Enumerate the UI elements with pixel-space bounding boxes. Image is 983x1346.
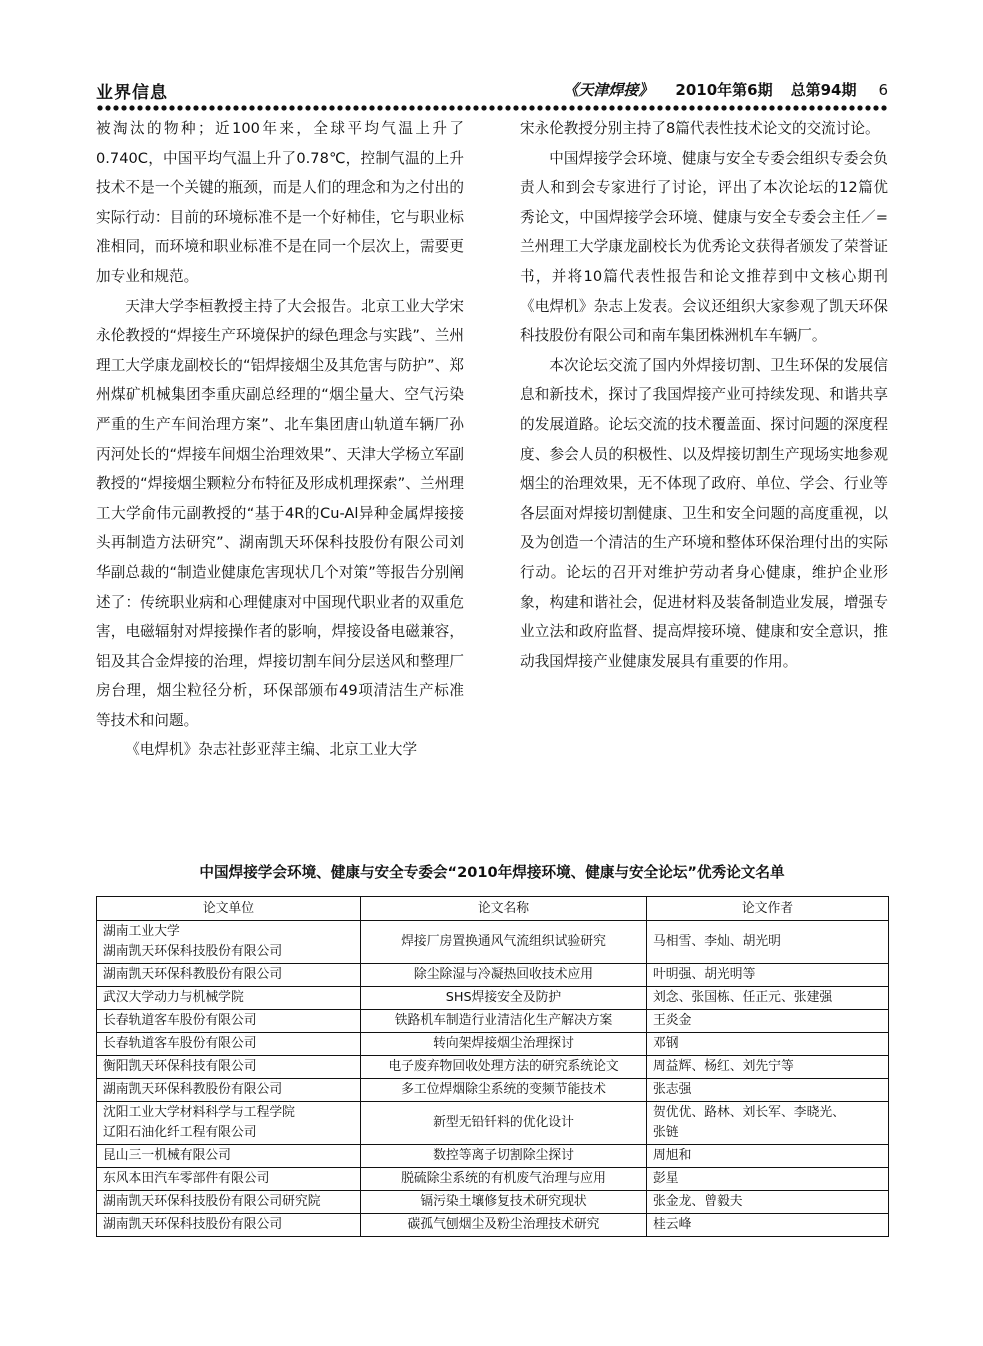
table-row — [97, 1010, 889, 1033]
table-row — [97, 987, 889, 1010]
header-authors: 论文作者 — [647, 897, 889, 921]
cell-unit-line: 长春轨道客车股份有限公司 — [103, 1013, 257, 1028]
cell-unit — [97, 1010, 361, 1033]
table-header-row — [97, 897, 889, 921]
cell-authors-line: 王炎金 — [653, 1013, 692, 1028]
cell-unit — [97, 1191, 361, 1214]
cell-unit — [97, 987, 361, 1010]
cell-authors-line: 彭星 — [653, 1171, 679, 1186]
header-unit: 论文单位 — [97, 897, 361, 921]
cell-unit — [97, 1033, 361, 1056]
cell-authors-line: 周益辉、杨红、刘先宁等 — [653, 1059, 794, 1074]
cell-authors-line: 张志强 — [653, 1082, 692, 1097]
table-body — [97, 921, 889, 1237]
cell-authors-line: 邓钢 — [653, 1036, 679, 1051]
cell-authors — [647, 1191, 889, 1214]
journal-name: 《天津焊接》 — [563, 81, 654, 99]
cell-title: 数控等离子切割除尘探讨 — [361, 1145, 647, 1168]
cell-unit — [97, 1168, 361, 1191]
table-row — [97, 1214, 889, 1237]
table-row — [97, 1145, 889, 1168]
table-row — [97, 1102, 889, 1145]
cell-unit — [97, 1056, 361, 1079]
table-row — [97, 964, 889, 987]
page-number: 6 — [878, 81, 888, 99]
paragraph: 本次论坛交流了国内外焊接切割、卫生环保的发展信息和新技术，探讨了我国焊接产业可持续发现、和谐共享的发展道路。论坛交流的技术覆盖面、探讨问题的深度程度、参会人员的积极性、以及焊接切割生产现场实地参观烟尘的治理效果，无不体现了政府、单位、学会、行业等各层面对焊接切割健康、卫生和安全问题的高度重视，以及为创造一个清洁的生产环境和整体环保治理付出的实际行动。论坛的召开对维护劳动者身心健康，维护企业形象，构建和谐社会，促进材料及装备制造业发展，增强专业立法和政府监督、提高焊接环境、健康和安全意识，推动我国焊接产业健康发展具有重要的作用。 — [520, 356, 888, 670]
cell-authors-line: 贺优优、路林、刘长军、李晓光、 — [653, 1105, 845, 1120]
cell-unit — [97, 1145, 361, 1168]
cell-unit-line: 沈阳工业大学材料科学与工程学院 — [103, 1105, 295, 1120]
cell-title: 新型无铅钎料的优化设计 — [361, 1102, 647, 1145]
cell-title: 碳孤气刨烟尘及粉尘治理技术研究 — [361, 1214, 647, 1237]
table-row — [97, 1056, 889, 1079]
cell-authors-line: 叶明强、胡光明等 — [653, 967, 756, 982]
table-title: 中国焊接学会环境、健康与安全专委会“2010年焊接环境、健康与安全论坛”优秀论文名单 — [199, 864, 785, 881]
cell-unit — [97, 1102, 361, 1145]
cell-title: 脱硫除尘系统的有机废气治理与应用 — [361, 1168, 647, 1191]
cell-authors-line: 张金龙、曾毅夫 — [653, 1194, 743, 1209]
paragraph: 天津大学李桓教授主持了大会报告。北京工业大学宋永伦教授的“焊接生产环境保护的绿色理念与实践”、兰州理工大学康龙副校长的“铝焊接烟尘及其危害与防护”、郑州煤矿机械集团李重庆副总经理的“烟尘量大、空气污染严重的生产车间治理方案”、北车集团唐山轨道车辆厂孙丙河处长的“焊接车间烟尘治理效果”、天津大学杨立军副教授的“焊接烟尘颗粒分布特征及形成机理探索”、兰州理工大学俞伟元副教授的“基于4R的Cu-Al异种金属焊接接头再制造方法研究”、湖南凯天环保科技股份有限公司刘华副总裁的“制造业健康危害现状几个对策”等报告分别阐述了：传统职业病和心理健康对中国现代职业者的双重危害，电磁辐射对焊接操作者的影响，焊接设备电磁兼容，铝及其合金焊接的治理，焊接切割车间分层送风和整理厂房台理，烟尘粒径分析，环保部颁布49项清洁生产标准等技术和问题。 — [96, 297, 464, 729]
paragraph: 被淘汰的物种；近100年来，全球平均气温上升了0.740C，中国平均气温上升了0.78℃，控制气温的上升技术不是一个关键的瓶颈，而是人们的理念和为之付出的实际行动：目前的环境标准不是一个好柿佳，它与职业标准相同，而环境和职业标准不是在同一个层次上，需要更加专业和规范。 — [96, 120, 464, 285]
cell-unit-line: 武汉大学动力与机械学院 — [103, 990, 244, 1005]
award-papers-table — [96, 896, 889, 1237]
cell-authors — [647, 1079, 889, 1102]
table-row — [97, 921, 889, 964]
cell-authors — [647, 1102, 889, 1145]
cell-unit — [97, 964, 361, 987]
cell-authors — [647, 1145, 889, 1168]
right-column — [520, 114, 888, 676]
cell-unit-line: 湖南工业大学 — [103, 924, 180, 939]
journal-info — [563, 79, 888, 100]
cell-title: 焊接厂房置换通风气流组织试验研究 — [361, 921, 647, 964]
dotted-divider — [96, 104, 888, 112]
table-row — [97, 1191, 889, 1214]
cell-title: 镉污染土壤修复技术研究现状 — [361, 1191, 647, 1214]
cell-unit — [97, 1214, 361, 1237]
cell-title: 转向架焊接烟尘治理探讨 — [361, 1033, 647, 1056]
cell-authors — [647, 964, 889, 987]
paragraph: 宋永伦教授分别主持了8篇代表性技术论文的交流讨论。 — [520, 120, 880, 137]
issue-number: 2010年第6期 — [675, 81, 773, 99]
cell-unit-line: 湖南凯天环保科教股份有限公司 — [103, 967, 283, 982]
paragraph: 《电焊机》杂志社彭亚萍主编、北京工业大学 — [125, 741, 418, 759]
cell-unit-line: 湖南凯天环保科技股份有限公司研究院 — [103, 1194, 321, 1209]
cell-authors-line: 张链 — [653, 1125, 679, 1140]
cell-authors-line: 刘念、张国栋、任正元、张建强 — [653, 990, 833, 1005]
cell-title: 电子废弃物回收处理方法的研究系统论文 — [361, 1056, 647, 1079]
cell-authors — [647, 1033, 889, 1056]
cell-authors-line: 桂云峰 — [653, 1217, 692, 1232]
cell-authors — [647, 1214, 889, 1237]
cell-unit-line: 辽阳石油化纤工程有限公司 — [103, 1125, 257, 1140]
cell-authors — [647, 921, 889, 964]
section-name: 业界信息 — [96, 83, 168, 103]
cell-authors-line: 马相雪、李灿、胡光明 — [653, 934, 781, 949]
page-header — [96, 78, 888, 104]
cell-unit — [97, 1079, 361, 1102]
cell-authors — [647, 1168, 889, 1191]
cell-unit-line: 昆山三一机械有限公司 — [103, 1148, 231, 1163]
paragraph: 中国焊接学会环境、健康与安全专委会组织专委会负责人和到会专家进行了讨论，评出了本次论坛的12篇优秀论文，中国焊接学会环境、健康与安全专委会主任／=兰州理工大学康龙副校长为优秀论文获得者颁发了荣誉证书，并将10篇代表性报告和论文推荐到中文核心期刊《电焊机》杂志上发表。会议还组织大家参观了凯天环保科技股份有限公司和南车集团株洲机车车辆厂。 — [520, 149, 888, 345]
cell-unit-line: 衡阳凯天环保科技有限公司 — [103, 1059, 257, 1074]
cell-title: 多工位焊烟除尘系统的变频节能技术 — [361, 1079, 647, 1102]
cell-title: 铁路机车制造行业清洁化生产解决方案 — [361, 1010, 647, 1033]
cell-authors — [647, 1056, 889, 1079]
cell-unit — [97, 921, 361, 964]
table-row — [97, 1033, 889, 1056]
table-row — [97, 1079, 889, 1102]
cell-unit-line: 东风本田汽车零部件有限公司 — [103, 1171, 270, 1186]
left-column — [96, 114, 464, 765]
table-row — [97, 1168, 889, 1191]
cell-unit-line: 长春轨道客车股份有限公司 — [103, 1036, 257, 1051]
cell-unit-line: 湖南凯天环保科技股份有限公司 — [103, 944, 283, 959]
cell-authors — [647, 1010, 889, 1033]
total-issue: 总第94期 — [790, 81, 857, 99]
cell-authors — [647, 987, 889, 1010]
cell-title: 除尘除湿与冷凝热回收技术应用 — [361, 964, 647, 987]
cell-unit-line: 湖南凯天环保科教股份有限公司 — [103, 1082, 283, 1097]
cell-authors-line: 周旭和 — [653, 1148, 692, 1163]
header-title: 论文名称 — [361, 897, 647, 921]
cell-unit-line: 湖南凯天环保科技股份有限公司 — [103, 1217, 283, 1232]
cell-title: SHS焊接安全及防护 — [361, 987, 647, 1010]
